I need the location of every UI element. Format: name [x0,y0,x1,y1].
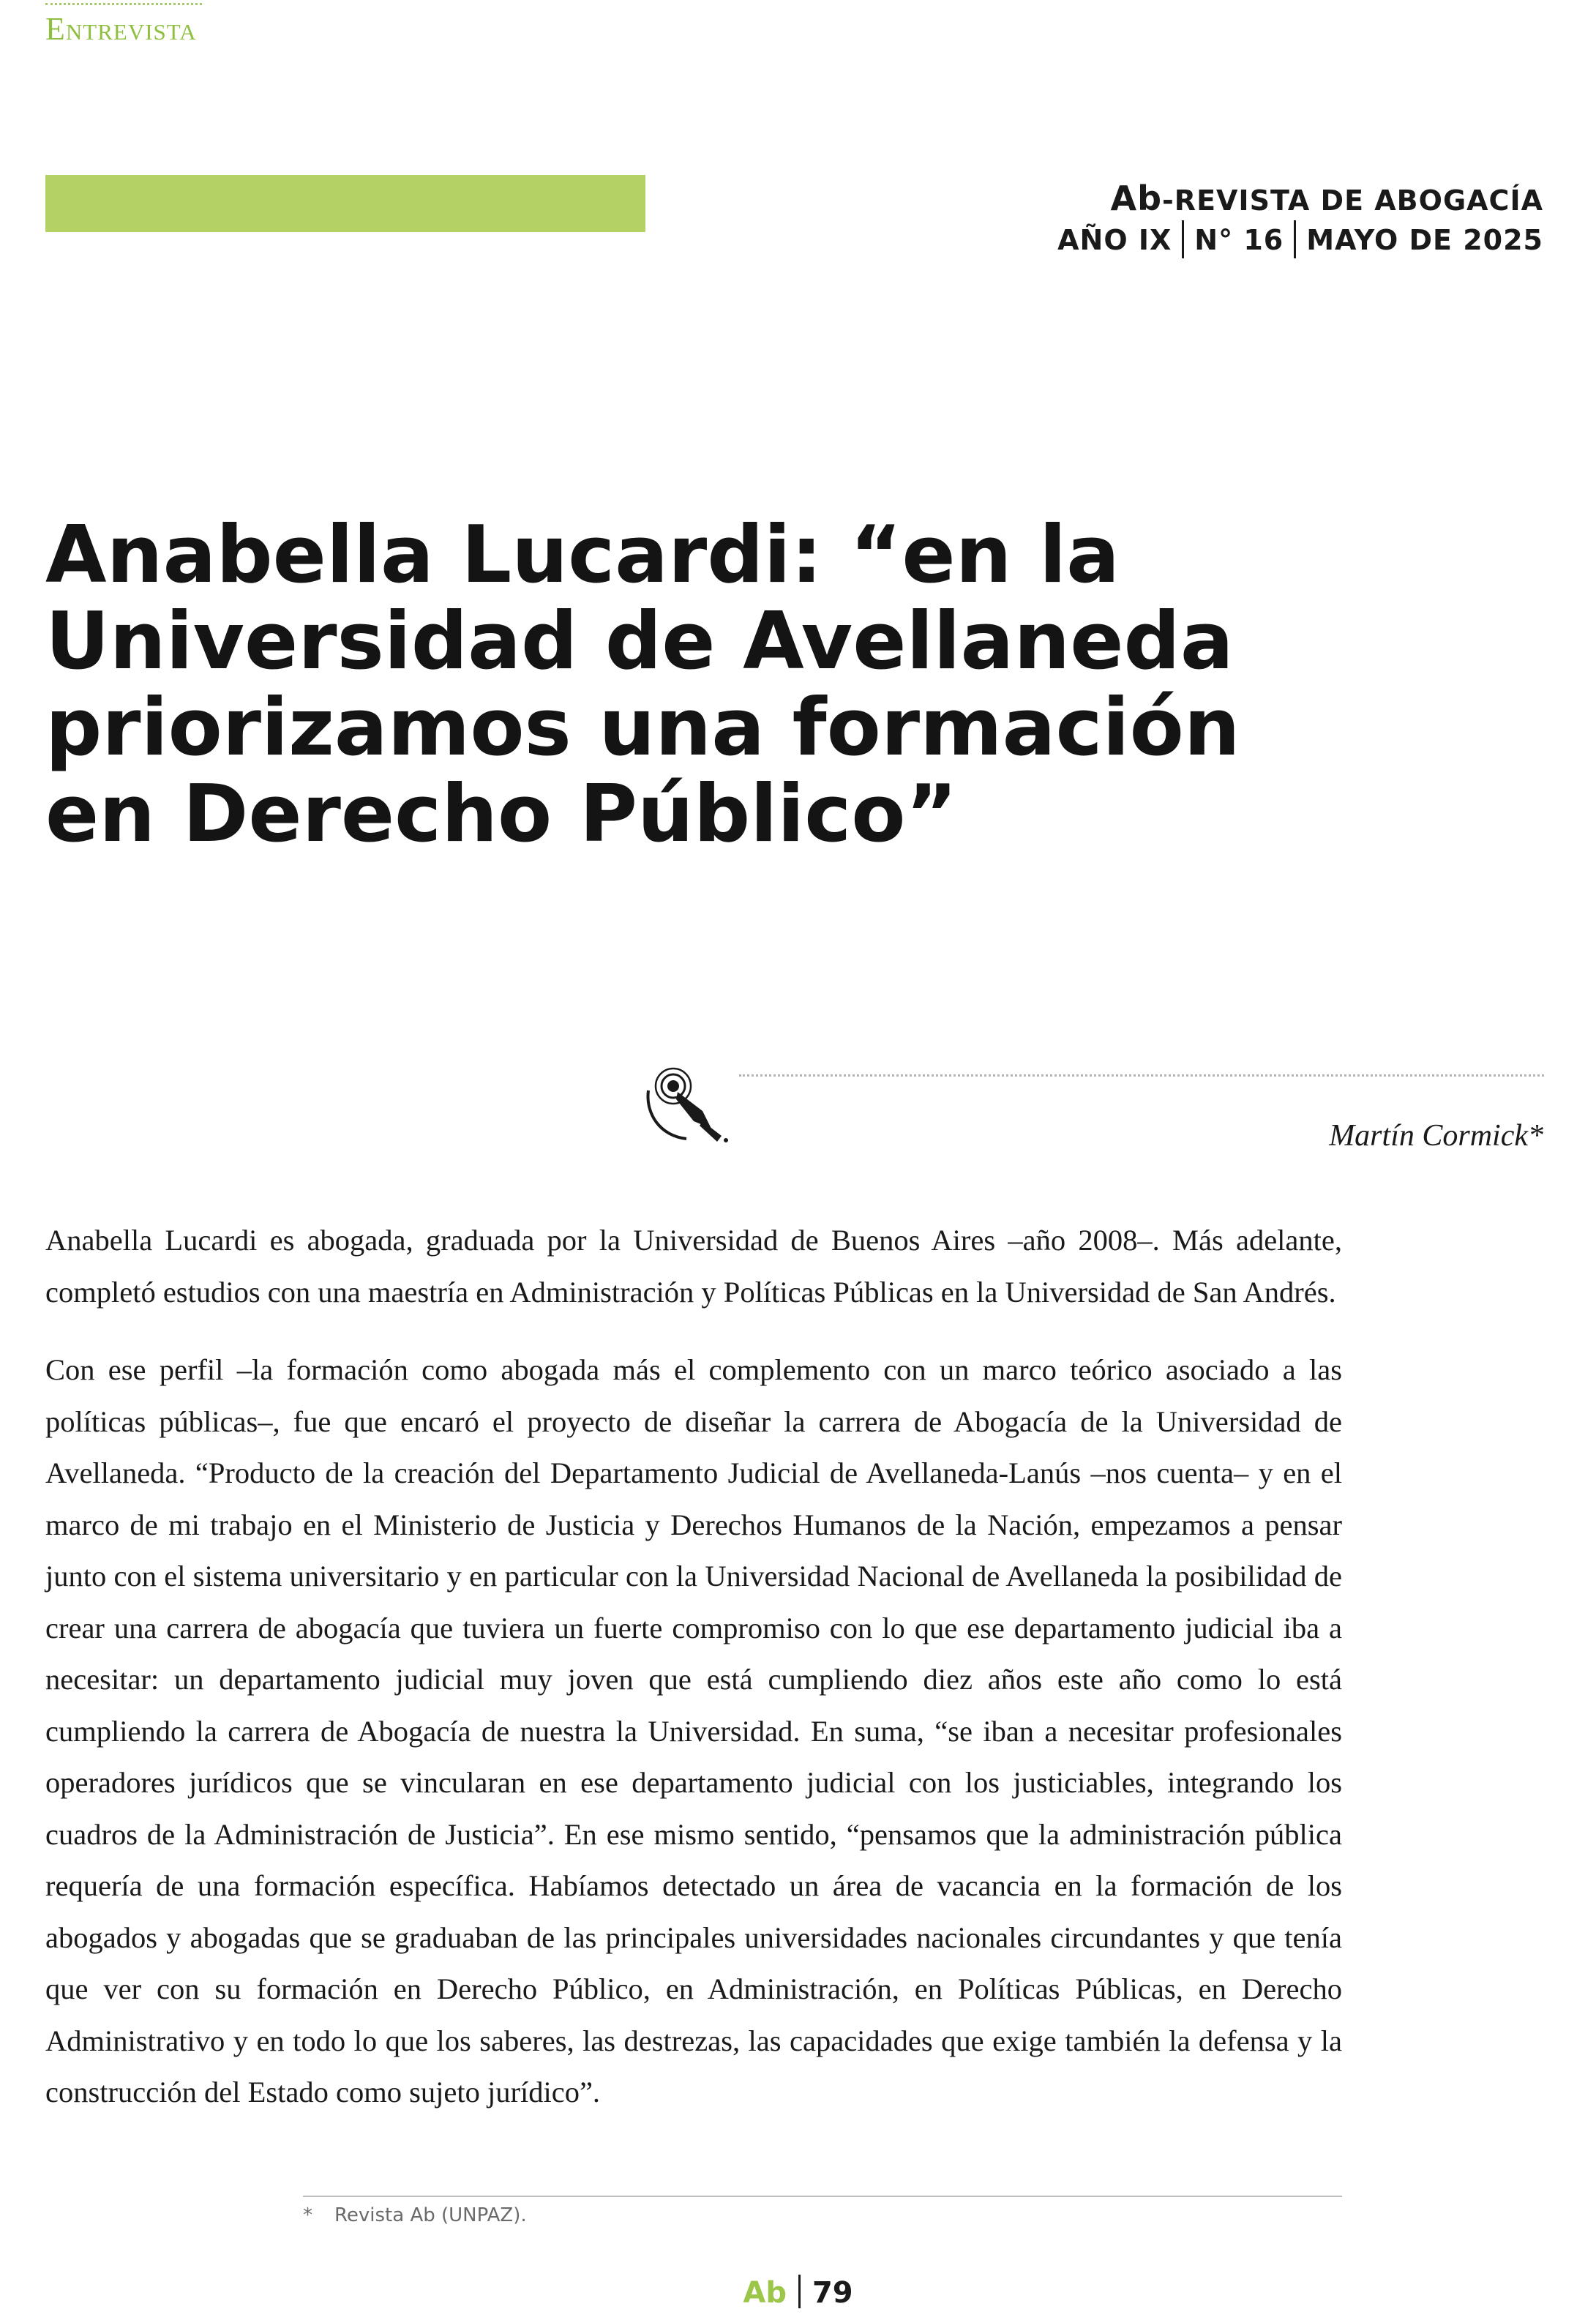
footnote-rule [303,2196,1342,2197]
journal-issue-line [1057,220,1543,258]
header-accent-bar [45,175,645,232]
body-paragraph: Anabella Lucardi es abogada, graduada por la Universidad de Buenos Aires –año 2008–. Más adelante, completó estudios con una maestría en Administración y Políticas Públicas en la Universidad de San Andrés. [45,1224,1342,1309]
section-label: Entrevista [45,11,197,47]
folio-separator [798,2275,801,2308]
title-line: en Derecho Público” [45,768,958,860]
author-name: Martín Cormick* [1329,1119,1543,1153]
journal-ab: Ab [1110,179,1163,218]
article-title [45,509,1289,860]
journal-header [1057,179,1543,258]
journal-name-line [1057,179,1543,218]
journal-date: MAYO DE 2025 [1306,224,1543,256]
page-folio [0,2275,1596,2310]
issue-separator [1182,220,1184,258]
title-line: priorizamos una formación [45,682,1240,774]
folio-ab: Ab [743,2276,787,2310]
issue-separator [1294,220,1296,258]
fountain-pen-nib-icon [635,1048,738,1150]
footnote-text: Revista Ab (UNPAZ). [334,2204,527,2226]
footnote-mark: * [303,2204,312,2226]
byline-dotted-rule [739,1074,1544,1077]
title-line: Anabella Lucardi: “en la [45,509,1120,601]
page-number: 79 [812,2276,853,2310]
article-body [45,1215,1342,2145]
body-paragraph: Con ese perfil –la formación como abogada más el complemento con un marco teórico asociado a las políticas públicas–, fue que encaró el proyecto de diseñar la carrera de Abogacía de la Universidad de Avellaneda. “Producto de la creación del Departamento Judicial de Avellaneda-Lanús –nos cuenta– y en el marco de mi trabajo en el Ministerio de Justicia y Derechos Humanos de la Nación, empezamos a pensar junto con el sistema universitario y en particular con la Universidad Nacional de Avellaneda la posibilidad de crear una carrera de abogacía que tuviera un fuerte compromiso con lo que ese departamento judicial iba a necesitar: un departamento judicial muy joven que está cumpliendo diez años este año como lo está cumpliendo la carrera de Abogacía de nuestra la Universidad. En suma, “se iban a necesitar profesionales operadores jurídicos que se vincularan en ese departamento judicial con los justiciables, integrando los cuadros de la Administración de Justicia”. En ese mismo sentido, “pensamos que la administración pública requería de una formación específica. Habíamos detectado un área de vacancia en la formación de los abogados y abogadas que se graduaban de las principales universidades nacionales circundantes y que tenía que ver con su formación en Derecho Público, en Administración, en Políticas Públicas, en Derecho Administrativo y en todo lo que los saberes, las destrezas, las capacidades que exige también la defensa y la construcción del Estado como sujeto jurídico”. [45,1353,1342,2108]
journal-year: AÑO IX [1057,224,1172,256]
journal-issue: N° 16 [1194,224,1284,256]
title-line: Universidad de Avellaneda [45,596,1234,687]
journal-name: -REVISTA DE ABOGACÍA [1162,184,1543,217]
section-dotted-rule [45,3,202,5]
footnote [303,2204,527,2226]
